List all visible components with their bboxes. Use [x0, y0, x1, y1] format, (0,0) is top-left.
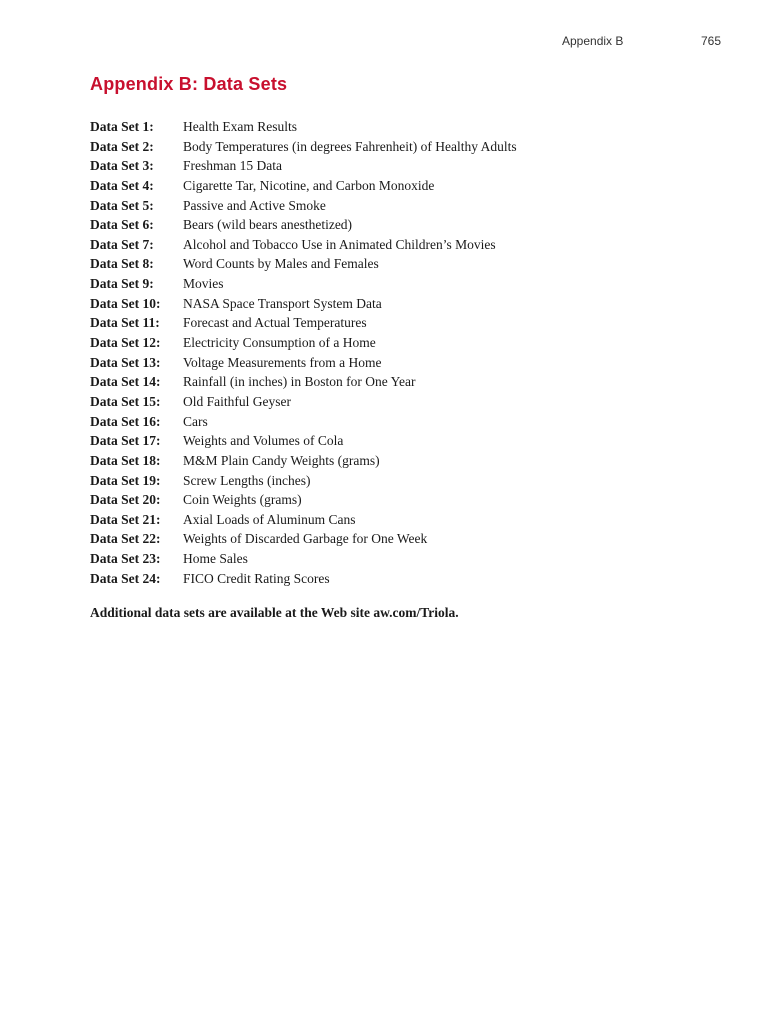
data-set-label: Data Set 15:	[90, 393, 161, 409]
data-set-row	[90, 137, 730, 157]
data-set-label: Data Set 21:	[90, 511, 161, 527]
data-set-name: Coin Weights (grams)	[183, 492, 302, 508]
data-set-row	[90, 294, 730, 314]
data-set-row	[90, 215, 730, 235]
data-set-list	[90, 117, 730, 588]
data-set-name: Movies	[183, 276, 224, 292]
data-set-name: Old Faithful Geyser	[183, 393, 291, 409]
data-set-label: Data Set 12:	[90, 335, 161, 351]
data-set-name: Rainfall (in inches) in Boston for One Year	[183, 374, 416, 390]
data-set-label: Data Set 22:	[90, 531, 161, 547]
data-set-name: Freshman 15 Data	[183, 158, 282, 174]
data-set-row	[90, 274, 730, 294]
data-set-name: FICO Credit Rating Scores	[183, 570, 330, 586]
data-set-row	[90, 431, 730, 451]
data-set-name: Word Counts by Males and Females	[183, 256, 379, 272]
data-set-row	[90, 313, 730, 333]
page-title: Appendix B: Data Sets	[90, 74, 288, 94]
data-set-name: Body Temperatures (in degrees Fahrenheit) of Healthy Adults	[183, 138, 517, 154]
page-number: 765	[701, 34, 722, 48]
data-set-row	[90, 451, 730, 471]
data-set-label: Data Set 14:	[90, 374, 161, 390]
data-set-label: Data Set 3:	[90, 158, 154, 174]
data-set-label: Data Set 18:	[90, 452, 161, 468]
data-set-name: Cigarette Tar, Nicotine, and Carbon Monoxide	[183, 177, 435, 193]
data-set-label: Data Set 8:	[90, 256, 154, 272]
data-set-row	[90, 353, 730, 373]
data-set-name: Bears (wild bears anesthetized)	[183, 217, 353, 233]
data-set-name: Axial Loads of Aluminum Cans	[183, 511, 356, 527]
data-set-row	[90, 176, 730, 196]
data-set-name: Health Exam Results	[183, 119, 297, 134]
data-set-label: Data Set 13:	[90, 354, 161, 370]
data-set-label: Data Set 23:	[90, 551, 161, 567]
data-set-label: Data Set 1:	[90, 119, 154, 134]
data-set-label: Data Set 4:	[90, 177, 154, 193]
data-set-label: Data Set 17:	[90, 433, 161, 449]
data-set-name: Voltage Measurements from a Home	[183, 354, 382, 370]
data-set-name: Weights and Volumes of Cola	[183, 433, 344, 449]
data-set-label: Data Set 2:	[90, 138, 154, 154]
data-set-row	[90, 549, 730, 569]
data-set-name: NASA Space Transport System Data	[183, 295, 382, 311]
data-set-name: M&M Plain Candy Weights (grams)	[183, 452, 380, 468]
data-set-row	[90, 412, 730, 432]
data-set-row	[90, 156, 730, 176]
data-set-name: Cars	[183, 413, 208, 429]
data-set-row	[90, 392, 730, 412]
data-set-row	[90, 333, 730, 353]
data-set-row	[90, 569, 730, 589]
data-set-name: Electricity Consumption of a Home	[183, 335, 376, 351]
data-set-row	[90, 235, 730, 255]
data-set-name: Weights of Discarded Garbage for One Week	[183, 531, 428, 547]
additional-data-note: Additional data sets are available at the Web site aw.com/Triola.	[90, 605, 459, 620]
data-set-label: Data Set 20:	[90, 492, 161, 508]
data-set-label: Data Set 5:	[90, 197, 154, 213]
data-set-label: Data Set 9:	[90, 276, 154, 292]
data-set-row	[90, 117, 730, 137]
section-label: Appendix B	[562, 34, 624, 48]
data-set-row	[90, 490, 730, 510]
data-set-label: Data Set 24:	[90, 570, 161, 586]
data-set-row	[90, 196, 730, 216]
data-set-label: Data Set 16:	[90, 413, 161, 429]
data-set-row	[90, 372, 730, 392]
data-set-row	[90, 254, 730, 274]
data-set-row	[90, 471, 730, 491]
data-set-name: Home Sales	[183, 551, 248, 567]
data-set-name: Passive and Active Smoke	[183, 197, 326, 213]
data-set-row	[90, 510, 730, 530]
data-set-label: Data Set 7:	[90, 236, 154, 252]
data-set-label: Data Set 19:	[90, 472, 161, 488]
data-set-label: Data Set 6:	[90, 217, 154, 233]
data-set-name: Forecast and Actual Temperatures	[183, 315, 367, 331]
data-set-row	[90, 529, 730, 549]
data-set-name: Alcohol and Tobacco Use in Animated Children’s Movies	[183, 236, 496, 252]
running-head	[0, 34, 768, 50]
data-set-label: Data Set 10:	[90, 295, 161, 311]
data-set-name: Screw Lengths (inches)	[183, 472, 311, 488]
data-set-label: Data Set 11:	[90, 315, 160, 331]
